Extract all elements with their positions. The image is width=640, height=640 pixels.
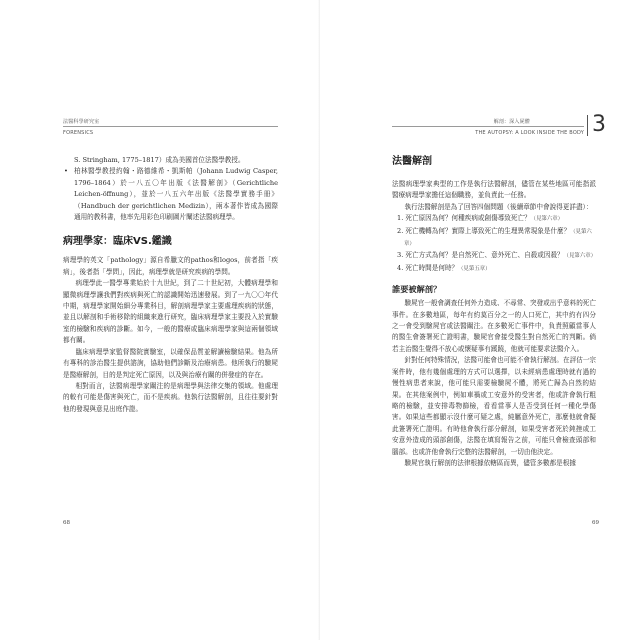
intro-paragraph-1: 法醫病理學家典型的工作是執行法醫解剖，儘管在某些地區可能指派醫療病理學家擔任這個職務，並負責此一任務。 — [392, 180, 596, 200]
right-running-head-cn: 解剖：深入屍體 — [493, 119, 530, 125]
right-header-rule — [392, 126, 584, 127]
right-paragraph-2: 針對任何特殊情況，法醫可能會也可能不會執行解剖。在評估一宗案件時，他有幾個處理的方式可以選擇，以未經病患處理時就有過的慢性病患者來說，他可能只需要檢驗屍不體，將死亡歸為自然的結果。在其他案例中，例如車禍或工安意外的受害者，他或許會執行粗略的檢驗，並安排毒物篩檢，看看當事人是否受到任何一種化學傷害。如果這些都顯示沒什麼可疑之處，純屬意外死亡，那麼他就會擬此簽署死亡證明。有時他會執行部分解剖，如果受害者死於鈍挫或工安意外造成的頭部創傷，法醫在填寫報告之前，可能只會檢查頭部和腦部。也或許他會執行完整的法醫解剖，一切由他決定。 — [392, 356, 596, 456]
left-running-head-en: FORENSICS — [63, 130, 94, 136]
bullet-dot-icon: • — [64, 167, 68, 176]
right-paragraph-1: 驗屍官一般會調查任何外力造成、不尋常、突發或出乎意料的死亡事件。在多數地區，每年有約莫百分之一的人口死亡，其中約有四分之一會受到驗屍官或法醫關注。在多數死亡事件中，負責照顧當事人的醫生會簽署死亡證明書，驗屍官會接受醫生對自然死亡的判斷。倘若主治醫生覺得不放心或懷疑事有蹊蹺，他就可能要求法醫介入。 — [392, 299, 596, 353]
paragraph-4: 相對而言，法醫病理學家關注的是病理學與法律交集的領域。他處理的較有可能是傷害與死亡，而不是疾病。他執行法醫解剖，且往往要針對他的發現與意見出庭作證。 — [63, 381, 278, 413]
bullet-text: 柏林醫學教授約翰・路德維希・凱斯帕（Johann Ludwig Casper, 1796–1864）於一八五〇年出版《法醫解剖》（Gerichtliche Leichen-öffnung），並於一八五六年出版《法醫學實務手冊》（Handbuch der gerichtlichen Medizin），兩本著作皆成為國際通用的教科書，他率先用彩色印刷圖片闡述法醫病理學。 — [74, 167, 278, 222]
question-item: 3. 死亡方式為何？是自然死亡、意外死亡、自殺或因殺？（見第六章） — [397, 251, 596, 260]
bullet-item — [63, 166, 278, 223]
right-text-column — [392, 155, 596, 469]
section-heading: 病理學家：臨床VS.鑑識 — [63, 236, 172, 248]
right-section-heading: 法醫解剖 — [392, 156, 432, 167]
chapter-number: 3 — [592, 112, 606, 137]
continuation-line: S. Stringham, 1775–1817）成為美國首位法醫學教授。 — [74, 156, 245, 164]
left-running-head-cn: 法醫科學研究室 — [63, 119, 100, 125]
right-folio: 69 — [592, 520, 599, 526]
right-running-head-en: THE AUTOPSY: A LOOK INSIDE THE BODY — [475, 130, 584, 136]
intro-paragraph-2: 執行法醫解剖是為了回答四個問題（後續章節中會說得更詳盡）： — [404, 202, 593, 211]
left-folio: 68 — [63, 520, 70, 526]
chapter-divider — [587, 115, 588, 136]
question-item: 2. 死亡機轉為何？實際上導致死亡的生理異常現象是什麼？（見第六章） — [397, 226, 592, 248]
right-paragraph-3: 驗屍官執行解剖的法律根據依轄區而異，儘管多數都是根據 — [404, 458, 576, 467]
paragraph-2: 病理學此一醫學專業始於十九世紀，到了二十世紀初，大體病理學和顯微病理學讓我們對疾病與死亡的認識開始迅速發展。到了一九〇〇年代中期，病理學家開始細分專業科目，解剖病理學家主要處理疾病的狀態，並且以解剖和手術移除的組織來進行研究，臨床病理學家主要投入於實驗室的檢驗和疾病的診斷。如今，一般的醫療或臨床病理學家與這兩個領域都有關。 — [63, 279, 278, 345]
question-item: 4. 死亡時間是何時？（見第五章） — [397, 263, 491, 272]
paragraph-1: 病理學的英文「pathology」源自希臘文的pathos和logos，前者指「疾病」，後者指「學問」，因此，病理學就是研究疾病的學問。 — [63, 256, 278, 276]
left-header-rule — [63, 126, 278, 127]
left-text-column — [63, 155, 278, 415]
right-page — [320, 0, 640, 640]
subheading: 誰要被解剖？ — [392, 284, 442, 295]
paragraph-3: 臨床病理學家監督醫院實驗室，以確保品質並解讀檢驗結果。他為所有專科的診治醫生提供諮詢，協助他們診斷及治療病患。他所執行的驗屍是醫療解剖，目的是判定死亡原因，以及與治療有關的併發症的存在。 — [63, 347, 278, 379]
question-list — [392, 213, 596, 275]
question-item: 1. 死亡原因為何？何種疾病或創傷導致死亡？（見第六章） — [397, 214, 564, 223]
